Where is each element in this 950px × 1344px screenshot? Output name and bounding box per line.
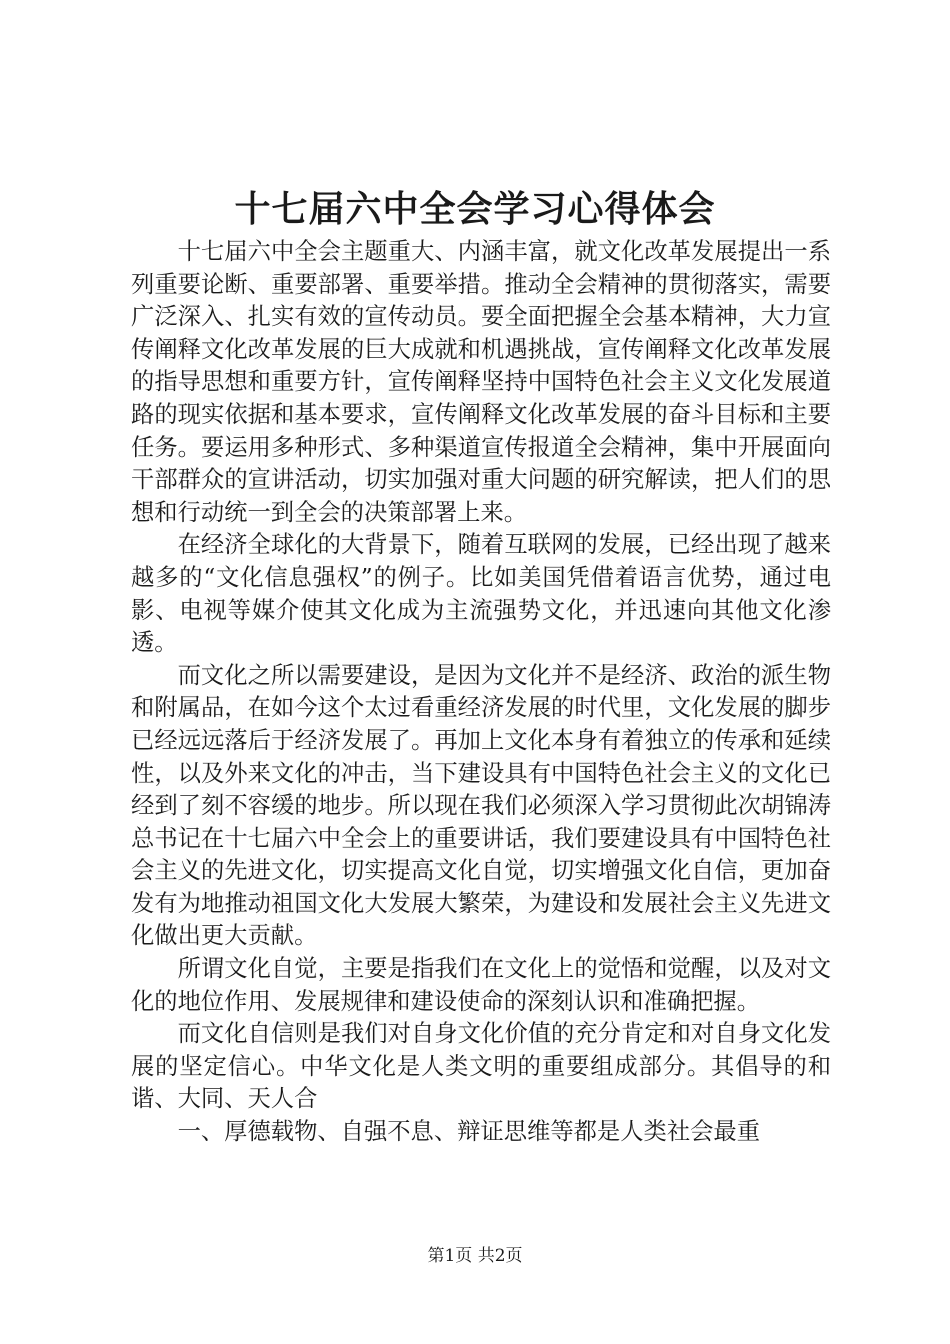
paragraph: 而文化之所以需要建设，是因为文化并不是经济、政治的派生物和附属品，在如今这个太过看重经济发展的时代里，文化发展的脚步已经远远落后于经济发展了。再加上文化本身有着独立的传承和延续性，以及外来文化的冲击，当下建设具有中国特色社会主义的文化已经到了刻不容缓的地步。所以现在我们必须深入学习贯彻此次胡锦涛总书记在十七届六中全会上的重要讲话，我们要建设具有中国特色社会主义的先进文化，切实提高文化自觉，切实增强文化自信，更加奋发有为地推动祖国文化大发展大繁荣，为建设和发展社会主义先进文化做出更大贡献。	[131, 661, 831, 950]
document-title: 十七届六中全会学习心得体会	[234, 188, 716, 230]
paragraph: 在经济全球化的大背景下，随着互联网的发展，已经出现了越来越多的“文化信息强权”的例子。比如美国凭借着语言优势，通过电影、电视等媒介使其文化成为主流强势文化，并迅速向其他文化渗透。	[131, 531, 831, 657]
paragraph: 十七届六中全会主题重大、内涵丰富，就文化改革发展提出一系列重要论断、重要部署、重要举措。推动全会精神的贯彻落实，需要广泛深入、扎实有效的宣传动员。要全面把握全会基本精神，大力宣传阐释文化改革发展的巨大成就和机遇挑战，宣传阐释文化改革发展的指导思想和重要方针，宣传阐释坚持中国特色社会主义文化发展道路的现实依据和基本要求，宣传阐释文化改革发展的奋斗目标和主要任务。要运用多种形式、多种渠道宣传报道全会精神，集中开展面向干部群众的宣讲活动，切实加强对重大问题的研究解读，把人们的思想和行动统一到全会的决策部署上来。	[131, 238, 831, 526]
paragraph: 所谓文化自觉，主要是指我们在文化上的觉悟和觉醒，以及对文化的地位作用、发展规律和建设使命的深刻认识和准确把握。	[131, 955, 831, 1015]
page-footer: 第1页 共2页	[427, 1246, 523, 1266]
paragraph: 一、厚德载物、自强不息、辩证思维等都是人类社会最重	[177, 1118, 761, 1146]
document-body	[131, 236, 831, 1149]
paragraph: 而文化自信则是我们对自身文化价值的充分肯定和对自身文化发展的坚定信心。中华文化是人类文明的重要组成部分。其倡导的和谐、大同、天人合	[131, 1020, 831, 1113]
